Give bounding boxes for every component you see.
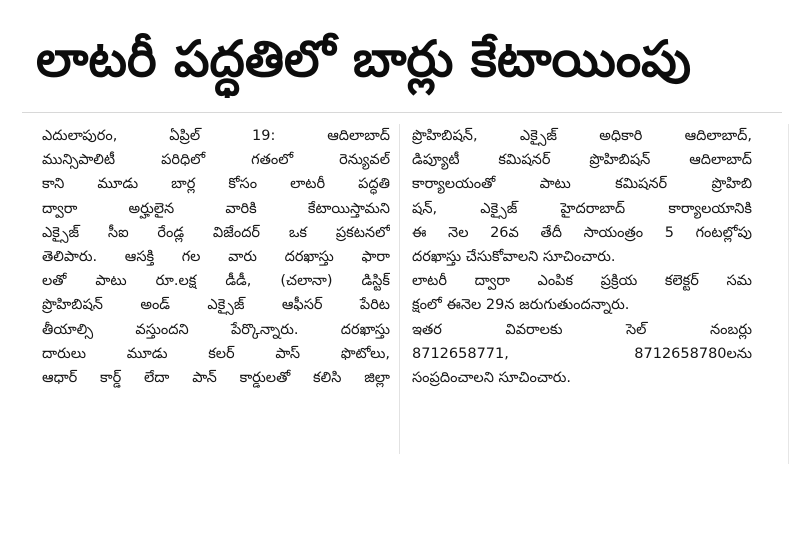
text-line: ఎదులాపురం, ఏప్రిల్ 19: ఆదిలాబాద్ — [42, 128, 390, 144]
text-line: లతో పాటు రూ.లక్ష డీడీ, (చలానా) డిస్టిక్ — [42, 273, 390, 290]
article-column-left — [42, 124, 390, 390]
text-line: కార్యాలయంతో పాటు కమిషనర్ ప్రొహిబి — [412, 176, 752, 193]
text-line: దరఖాస్తు చేసుకోవాలని సూచించారు. — [412, 248, 616, 265]
text-line: ఇతర వివరాలకు సెల్ నంబర్లు — [412, 321, 752, 338]
text-line: ద్వారా అర్హులైన వారికి కేటాయిస్తామని — [42, 200, 390, 217]
text-line: తీయాల్సి వస్తుందని పేర్కొన్నారు. దరఖాస్తు — [42, 321, 390, 338]
text-line: తెలిపారు. ఆసక్తి గల వారు దరఖాస్తు ఫారా — [42, 248, 390, 265]
text-line: ఎక్సైజ్ సీఐ రేండ్ల విజేందర్ ఒక ప్రకటనలో — [42, 224, 390, 241]
text-line: డిప్యూటీ కమిషనర్ ప్రొహిబిషన్ ఆదిలాబాద్ — [412, 152, 752, 169]
text-line: షన్, ఎక్సైజ్ హైదరాబాద్ కార్యాలయానికి — [412, 200, 752, 217]
text-line: క్షంలో ఈనెల 29న జరుగుతుందన్నారు. — [412, 297, 630, 314]
article-column-right — [412, 124, 752, 390]
text-line: ప్రొహిబిషన్, ఎక్సైజ్ అధికారి ఆదిలాబాద్, — [412, 128, 752, 144]
text-line: సంప్రదించాలని సూచించారు. — [412, 369, 572, 386]
text-line: ఈ నెల 26వ తేదీ సాయంత్రం 5 గంటల్లోపు — [412, 224, 752, 241]
text-line: దారులు మూడు కలర్ పాస్ ఫొటోలు, — [42, 345, 390, 362]
headline-divider — [22, 112, 782, 113]
text-line: మున్సిపాలిటీ పరిధిలో గతంలో రెన్యువల్ — [42, 152, 390, 169]
column-divider — [399, 124, 400, 454]
text-line: ప్రొహిబిషన్ అండ్ ఎక్సైజ్ ఆఫీసర్ పేరిట — [42, 297, 390, 314]
article-headline: లాటరీ పద్ధతిలో బార్లు కేటాయింపు — [36, 30, 692, 88]
text-line: ఆధార్ కార్డ్ లేదా పాన్ కార్డులతో కలిసి జిల్లా — [42, 369, 390, 386]
text-line: లాటరీ ద్వారా ఎంపిక ప్రక్రియ కలెక్టర్ సమ — [412, 273, 752, 290]
text-line: కాని మూడు బార్ల కోసం లాటరీ పద్ధతి — [42, 176, 390, 193]
clipping-edge — [788, 124, 789, 464]
text-line: 8712658771, 8712658780లను — [412, 345, 752, 362]
